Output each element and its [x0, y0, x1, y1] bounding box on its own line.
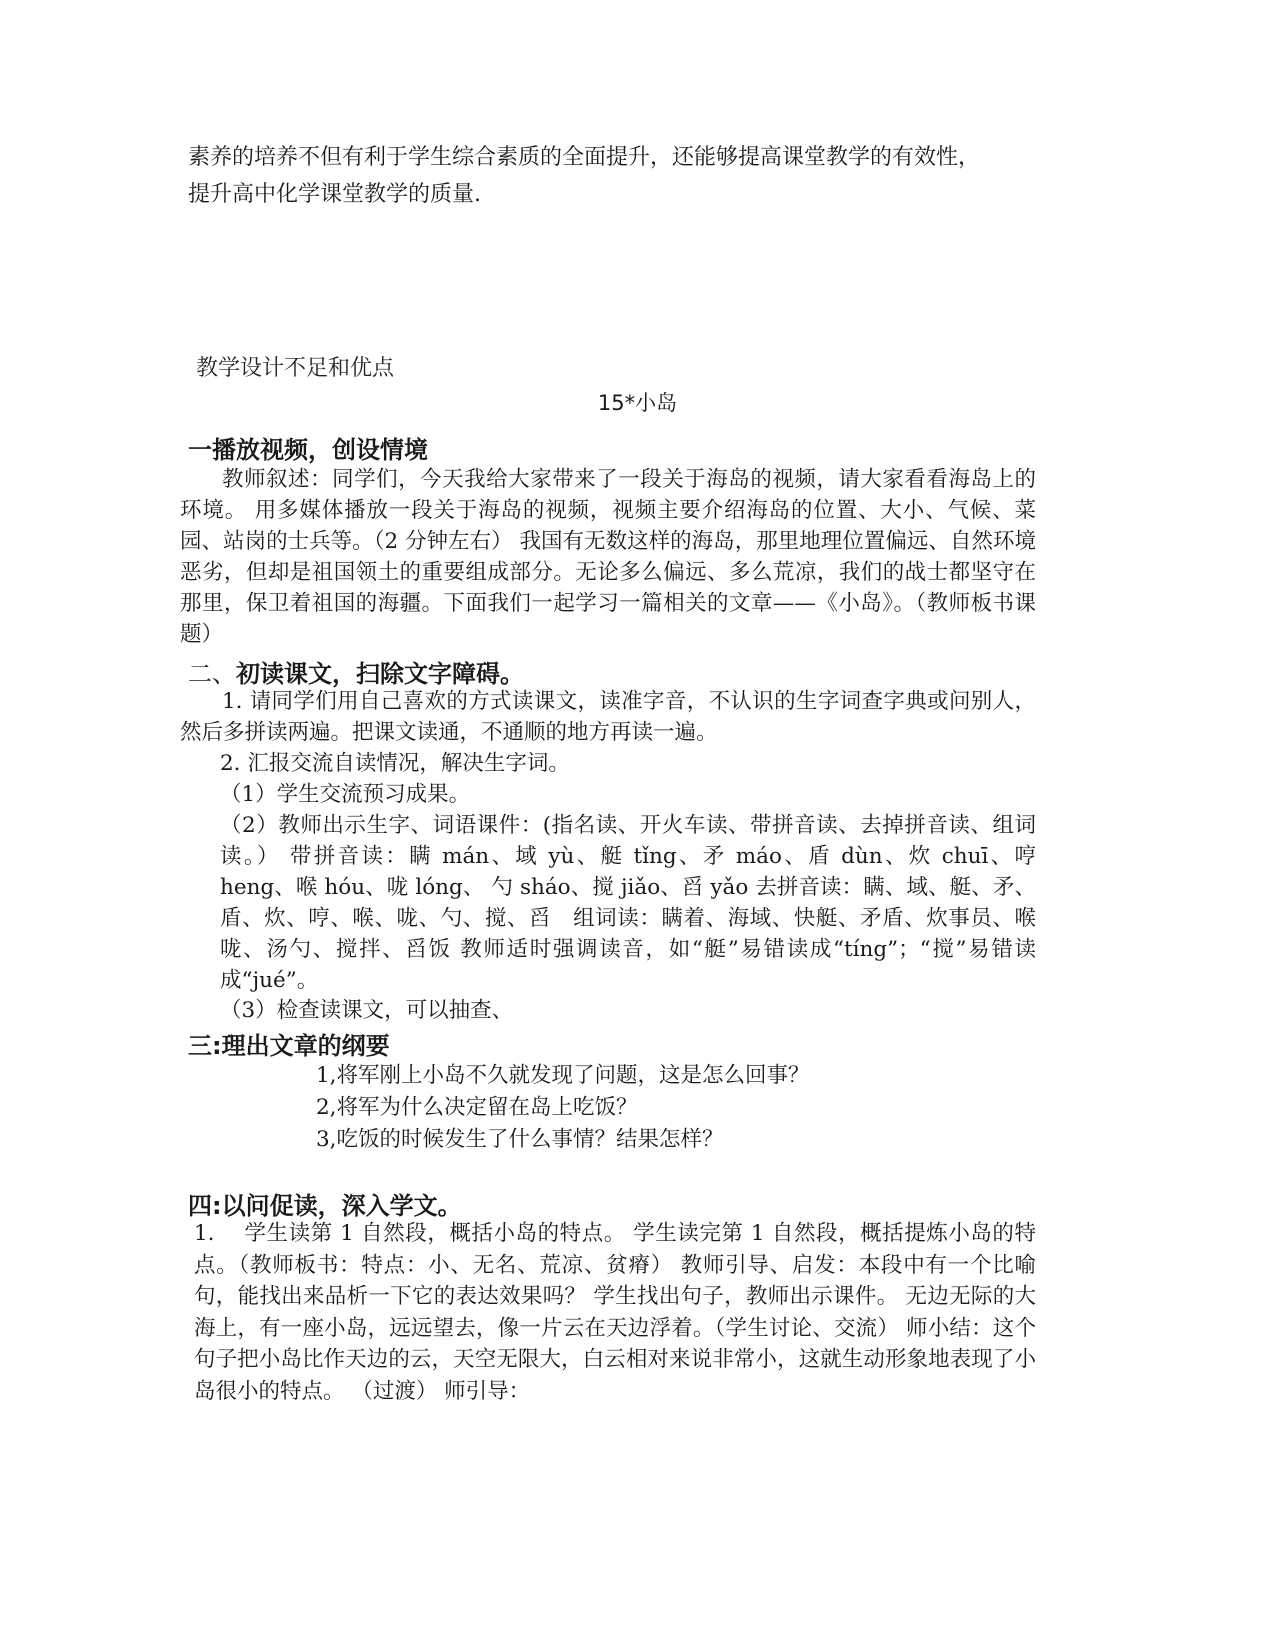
lesson-title: 15*小岛 — [597, 391, 678, 415]
section-4-heading: 四:以问促读，深入学文。 — [188, 1192, 462, 1220]
section-2-sub-1 — [220, 779, 1036, 810]
section-2-item-2 — [220, 748, 1036, 779]
outline-question-2: 2,将军为什么决定留在岛上吃饭？ — [316, 1095, 638, 1120]
outline-question-3: 3,吃饭的时候发生了什么事情？结果怎样？ — [316, 1127, 724, 1152]
section-4-item-1 — [194, 1218, 1036, 1407]
section-2-sub-3 — [220, 995, 1036, 1026]
intro-line-2: 提升高中化学课堂教学的质量. — [188, 182, 481, 207]
section-1-heading: 一播放视频，创设情境 — [188, 436, 428, 464]
section-3-heading: 三:理出文章的纲要 — [188, 1032, 390, 1060]
section-3-outline — [316, 1060, 810, 1156]
section-1-body — [180, 464, 1036, 650]
section-2-item-2-text: 2. 汇报交流自读情况，解决生字词。 — [220, 751, 570, 776]
section-2-item-1 — [180, 686, 1036, 748]
section-2-heading-text: 初读课文，扫除文字障碍。 — [236, 660, 524, 688]
intro-line-1: 素养的培养不但有利于学生综合素质的全面提升，还能够提高课堂教学的有效性， — [188, 145, 981, 170]
design-subtitle: 教学设计不足和优点 — [196, 356, 395, 381]
section-2-sub-2 — [220, 810, 1036, 996]
section-2-item-1-text: 1. 请同学们用自己喜欢的方式读课文，读准字音，不认识的生字词查字典或问别人，然后多拼读两遍。把课文读通，不通顺的地方再读一遍。 — [180, 689, 1036, 745]
section-2-sub-1-text: （1）学生交流预习成果。 — [220, 782, 471, 807]
section-2-sub-3-text: （3）检查读课文，可以抽查、 — [220, 998, 514, 1023]
section-2-heading-number: 二、 — [188, 660, 236, 688]
section-4-item-1-text: 1. 学生读第 1 自然段，概括小岛的特点。 学生读完第 1 自然段，概括提炼小岛的特点。（教师板书：特点：小、无名、荒凉、贫瘠） 教师引导、启发：本段中有一个比喻句，能找出来品析一下它的表达效果吗？ 学生找出句子，教师出示课件。 无边无际的大海上，有一座小岛，远远望去，像一片云在天边浮着。（学生讨论、交流） 师小结：这个句子把小岛比作天边的云，天空无限大，白云相对来说非常小，这就生动形象地表现了小岛很小的特点。 （过渡） 师引导： — [194, 1221, 1036, 1404]
outline-question-1: 1,将军刚上小岛不久就发现了问题，这是怎么回事？ — [316, 1063, 810, 1088]
section-2-heading — [188, 654, 524, 689]
section-1-paragraph: 教师叙述：同学们，今天我给大家带来了一段关于海岛的视频，请大家看看海岛上的环境。 用多媒体播放一段关于海岛的视频，视频主要介绍海岛的位置、大小、气候、菜园、站岗的士兵等。（2 分钟左右） 我国有无数这样的海岛，那里地理位置偏远、自然环境恶劣，但却是祖国领土的重要组成部分。无论多么偏远、多么荒凉，我们的战士都坚守在那里，保卫着祖国的海疆。下面我们一起学习一篇相关的文章——《小岛》。（教师板书课题） — [180, 467, 1036, 647]
section-2-sub-2-text: （2）教师出示生字、词语课件：(指名读、开火车读、带拼音读、去掉拼音读、组词读。） 带拼音读：瞒 mán、域 yù、艇 tǐng、矛 máo、盾 dùn、炊 chuī、哼 heng、喉 hóu、咙 lóng、 勺 sháo、搅 jiǎo、舀 yǎo 去拼音读：瞒、域、艇、矛、盾、炊、哼、喉、咙、勺、搅、舀 组词读：瞒着、海域、快艇、矛盾、炊事员、喉咙、汤勺、搅拌、舀饭 教师适时强调读音，如“艇”易错读成“tíng”；“搅”易错读成“jué”。 — [220, 813, 1036, 993]
